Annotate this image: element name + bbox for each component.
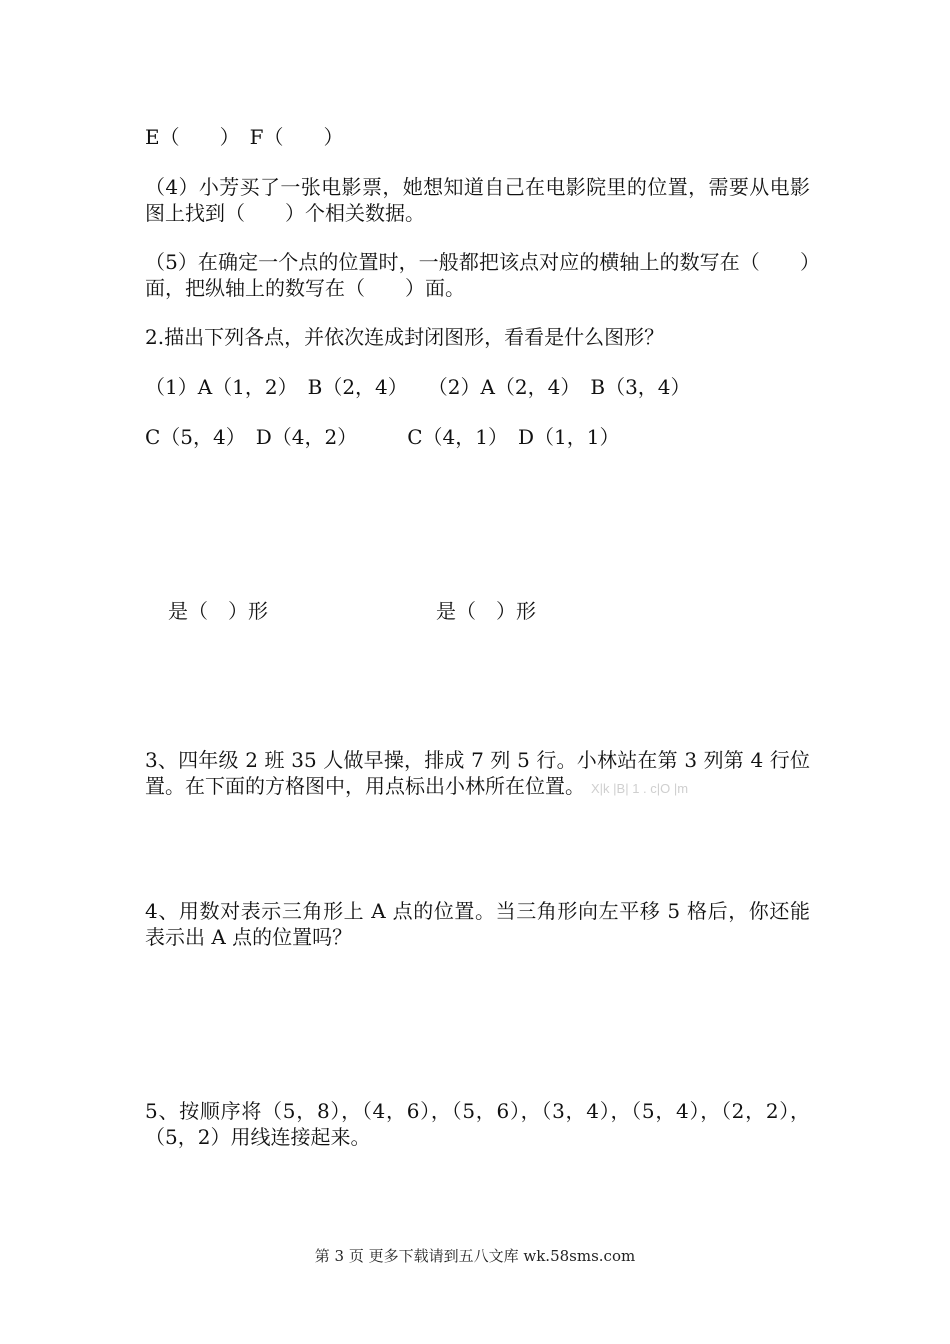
page-footer: 第 3 页 更多下载请到五八文库 wk.58sms.com — [314, 1247, 636, 1265]
answer-left: 是（ ）形 — [168, 599, 268, 623]
problem-3-text: 3、四年级 2 班 35 人做早操，排成 7 列 5 行。小林站在第 3 列第 4 行位置。在下面的方格图中，用点标出小林所在位置。 — [145, 748, 810, 798]
problem-2-row-2: C（5，4） D（4，2） C（4，1） D（1，1） — [145, 425, 620, 449]
problem-2-row-1: （1）A（1，2） B（2，4） （2）A（2，4） B（3，4） — [145, 375, 691, 399]
question-4: （4）小芳买了一张电影票，她想知道自己在电影院里的位置，需要从电影图上找到（ ）个相关数据。 — [145, 175, 810, 225]
question-5: （5）在确定一个点的位置时，一般都把该点对应的横轴上的数写在（ ）面，把纵轴上的数写在（ ）面。 — [145, 250, 810, 300]
problem-2-title: 2.描出下列各点，并依次连成封闭图形，看看是什么图形？ — [145, 325, 665, 349]
coord-answer-ef: E（ ） F（ ） — [145, 125, 344, 149]
problem-3 — [145, 747, 810, 802]
problem-4: 4、用数对表示三角形上 A 点的位置。当三角形向左平移 5 格后，你还能表示出 A 点的位置吗？ — [145, 899, 810, 949]
watermark-text: X|k |B| 1 . c|O |m — [591, 781, 689, 796]
problem-5: 5、按顺序将（5，8），（4，6），（5，6），（3，4），（5，4），（2，2），（5，2）用线连接起来。 — [145, 1099, 810, 1149]
answer-right: 是（ ）形 — [436, 599, 536, 623]
